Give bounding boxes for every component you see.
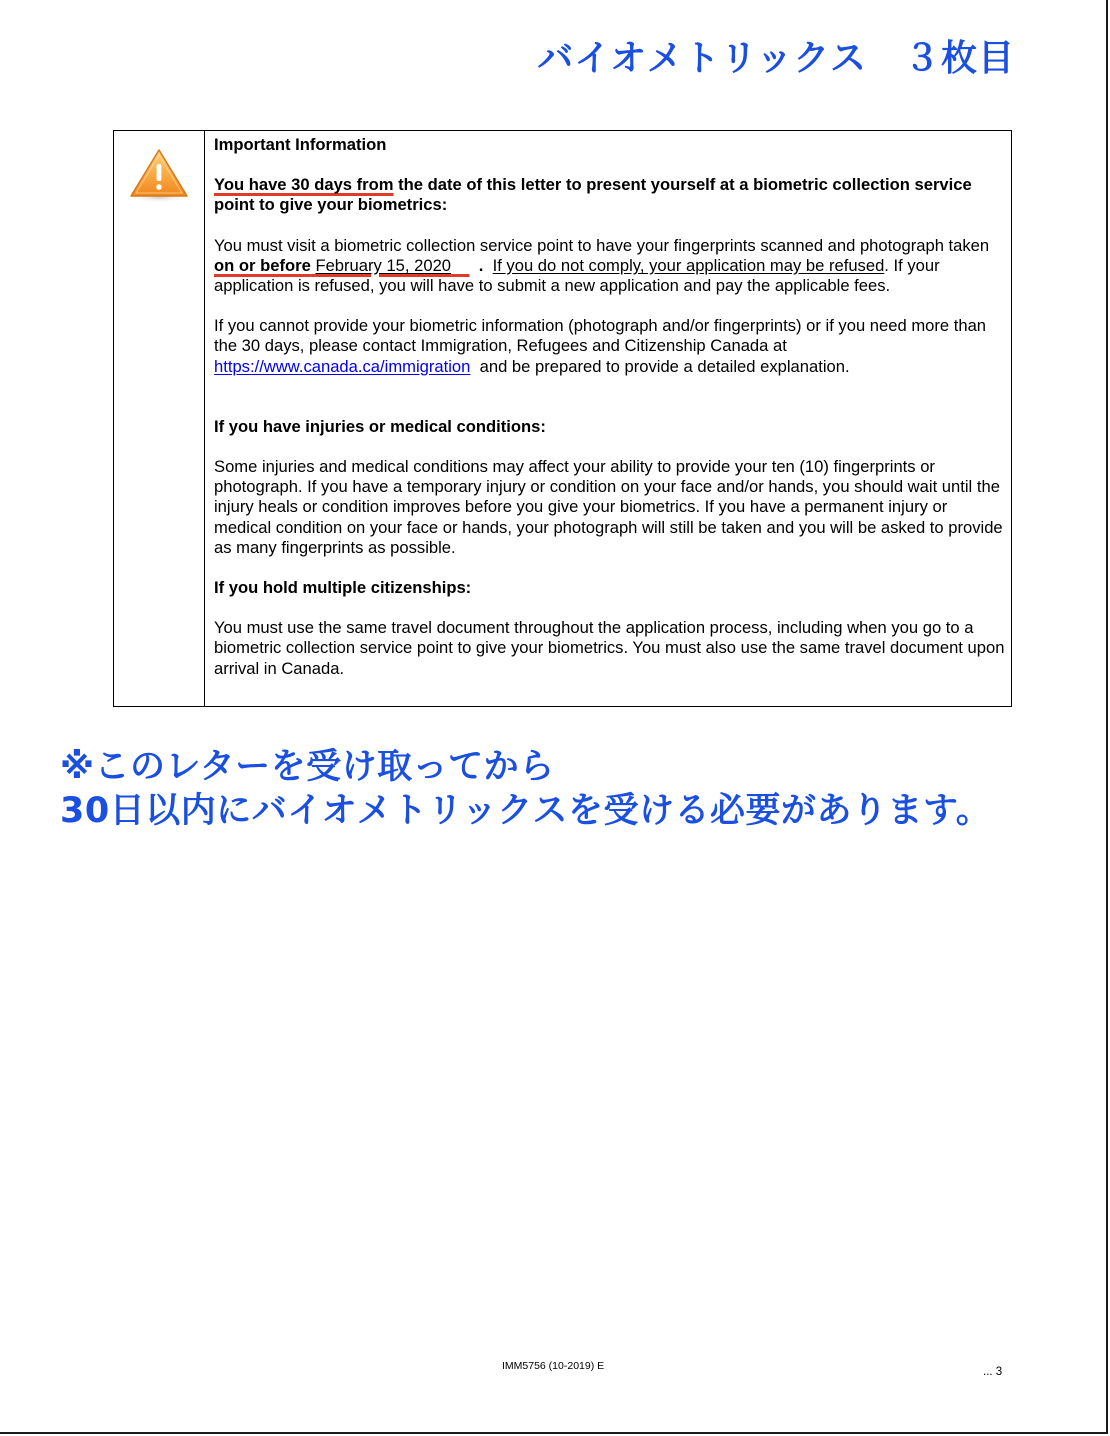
deadline-highlight: You have 30 days from [214,175,394,195]
page-title: バイオメトリックス ３枚目 [537,38,1015,79]
form-code: IMM5756 (10-2019) E [502,1360,605,1372]
information-text [205,131,1011,706]
citizenship-paragraph: You must use the same travel document throughout the application process, including when you go to a biometric collection service point to give your biometrics. You must also use the same travel document upon arrival in Canada. [214,618,1005,678]
refusal-warning: If you do not comply, your application may be refused [492,255,885,275]
note-line-2: 30日以内にバイオメトリックスを受ける必要があります。 [60,791,992,831]
warning-icon [128,147,190,203]
refusal-rest: . If your application is refused, you will have to submit a new application and pay the applicable fees. [214,255,940,296]
visit-paragraph [214,236,1007,297]
deadline-rest: the date of this letter to present yourself at a biometric collection service point to give your biometrics: [214,175,972,215]
contact-rest: and be prepared to provide a detailed explanation. [479,356,850,376]
deadline-statement [214,175,1007,215]
visit-text: You must visit a biometric collection service point to have your fingerprints scanned and photograph taken [214,235,990,255]
injuries-heading: If you have injuries or medical conditions: [214,416,546,436]
period: . [478,255,484,275]
page-number: ... 3 [983,1366,1003,1378]
injuries-paragraph: Some injuries and medical conditions may affect your ability to provide your ten (10) fingerprints or photograph. If you have a temporary injury or condition on your face and/or hands, you should wait until the injury heals or condition improves before you give your biometrics. If you have a permanent injury or medical condition on your face or hands, your photograph will still be taken and you will be asked to provide as many fingerprints as possible. [214,457,1003,557]
on-or-before-label: on or before [214,255,311,275]
deadline-date-highlight [214,256,470,275]
contact-paragraph [214,316,1007,377]
deadline-date: February 15, 2020 [315,255,452,275]
japanese-note [60,745,991,833]
citizenship-heading: If you hold multiple citizenships: [214,578,472,598]
note-line-1: ※このレターを受け取ってから [60,747,555,787]
immigration-link[interactable]: https://www.canada.ca/immigration [214,356,471,376]
contact-text: If you cannot provide your biometric information (photograph and/or fingerprints) or if you need more than the 30 days, please contact Immigration, Refugees and Citizenship Canada at [214,316,987,356]
important-information-heading: Important Information [214,135,387,154]
important-information-box [113,130,1012,707]
icon-cell [114,131,205,706]
